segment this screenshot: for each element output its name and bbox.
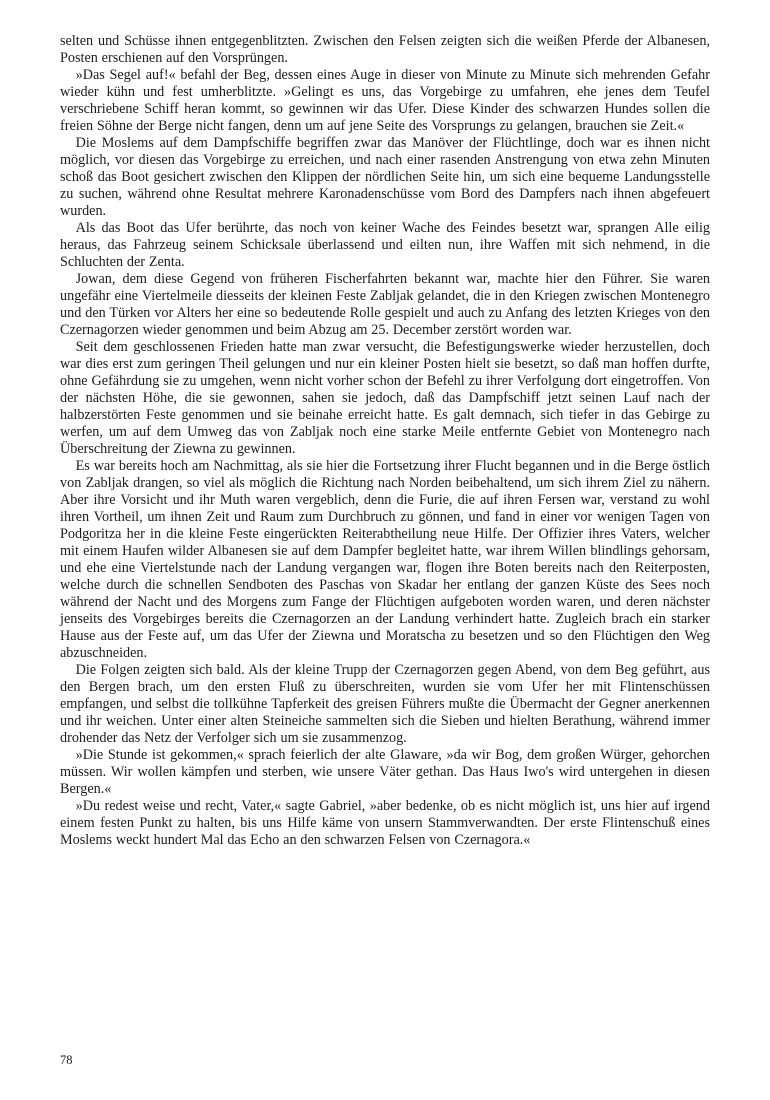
paragraph: »Das Segel auf!« befahl der Beg, dessen eines Auge in dieser von Minute zu Minute sich mehrenden Gefahr wieder kühn und fest umherblitzte. »Gelingt es uns, das Vorgebirge zu umfahren, ehe jenes dem Teufel verschriebene Schiff heran kommt, so gewinnen wir das Ufer. Diese Kinder des schwarzen Hundes sollen die freien Söhne der Berge nicht fangen, denn um auf jene Seite des Vorsprungs zu gelangen, brauchen sie Zeit.« bbox=[60, 67, 710, 134]
paragraph: selten und Schüsse ihnen entgegenblitzten. Zwischen den Felsen zeigten sich die weißen Pferde der Albanesen, Posten erschienen auf den Vorsprüngen. bbox=[60, 33, 710, 66]
paragraph: Jowan, dem diese Gegend von früheren Fischerfahrten bekannt war, machte hier den Führer. Sie waren ungefähr eine Viertelmeile diesseits der kleinen Feste Zabljak gelandet, die in den Kriegen zwischen Montenegro und den Türken vor Alters her eine so bedeutende Rolle gespielt und auch zu Anfang des letzten Krieges von den Czernagorzen wieder genommen und beim Abzug am 25. December zerstört worden war. bbox=[60, 271, 710, 338]
paragraph: »Du redest weise und recht, Vater,« sagte Gabriel, »aber bedenke, ob es nicht möglich ist, uns hier auf irgend einem festen Punkt zu halten, bis uns Hilfe käme von unsern Stammverwandten. Der erste Flintenschuß eines Moslems weckt hundert Mal das Echo an den schwarzen Felsen von Czernagora.« bbox=[60, 798, 710, 848]
paragraph: Es war bereits hoch am Nachmittag, als sie hier die Fortsetzung ihrer Flucht begannen und in die Berge östlich von Zabljak drangen, so viel als möglich die Richtung nach Norden beibehaltend, um sich ihrem Ziel zu nähern. Aber ihre Vorsicht und ihr Muth waren vergeblich, denn die Furie, die auf ihren Fersen war, verstand zu wohl ihren Vortheil, um ihnen Zeit und Raum zum Durchbruch zu gönnen, und fand in einer vor wenigen Tagen von Podgoritza her in die kleine Feste eingerückten Reiterabtheilung neue Hilfe. Der Offizier ihres Vaters, welcher mit einem Haufen wilder Albanesen sie auf dem Dampfer begleitet hatte, war ihrem Willen blindlings gehorsam, und ehe eine Viertelstunde nach der Landung vergangen war, flogen ihre Boten bereits nach den Reiterposten, welche durch die schnellen Sendboten des Paschas von Skadar her entlang der ganzen Küste des Sees noch während der Nacht und des Morgens zum Fange der Flüchtigen aufgeboten worden waren, und deren nächster jenseits des Vorgebirges bereits die Czernagorzen an der Landung verhindert hatte. Zugleich brach ein starker Hause aus der Feste auf, um das Ufer der Ziewna und Moratscha zu besetzen und so den Flüchtigen den Weg abzuschneiden. bbox=[60, 458, 710, 661]
page-number: 78 bbox=[60, 1053, 73, 1067]
paragraph: »Die Stunde ist gekommen,« sprach feierlich der alte Glaware, »da wir Bog, dem großen Würger, gehorchen müssen. Wir wollen kämpfen und sterben, wie unsere Väter gethan. Das Haus Iwo's wird untergehen in diesen Bergen.« bbox=[60, 747, 710, 797]
paragraph: Die Folgen zeigten sich bald. Als der kleine Trupp der Czernagorzen gegen Abend, von dem Beg geführt, aus den Bergen brach, um den ersten Fluß zu überschreiten, wurden sie vom Ufer her mit Flintenschüssen empfangen, und selbst die tollkühne Tapferkeit des greisen Führers mußte die Übermacht der Gegner anerkennen und ihr weichen. Unter einer alten Steineiche sammelten sich die Sieben und hielten Berathung, während immer drohender das Netz der Verfolger sich um sie zusammenzog. bbox=[60, 662, 710, 746]
paragraph: Seit dem geschlossenen Frieden hatte man zwar versucht, die Befestigungswerke wieder herzustellen, doch war dies erst zum geringen Theil gelungen und nur ein kleiner Posten hielt sie besetzt, so daß man hoffen durfte, ohne Gefährdung sie zu umgehen, wenn nicht vorher schon der Befehl zu ihrer Verfolgung dort eingetroffen. Von der nächsten Höhe, die sie gewonnen, sahen sie jedoch, daß das Dampfschiff jetzt seinen Lauf nach der halbzerstörten Feste genommen und sie beinahe erreicht hatte. Es galt demnach, sich tiefer in das Gebirge zu werfen, um auf dem Umweg das von Zabljak noch eine starke Meile entfernte Gebiet von Montenegro nach Überschreitung der Ziewna zu gewinnen. bbox=[60, 339, 710, 457]
paragraph: Die Moslems auf dem Dampfschiffe begriffen zwar das Manöver der Flüchtlinge, doch war es ihnen nicht möglich, vor diesen das Vorgebirge zu erreichen, und nach einer rasenden Anstrengung von etwa zehn Minuten schoß das Boot gesichert zwischen den Klippen der nördlichen Seite hin, um sich eine bequeme Landungsstelle zu suchen, während ohne Resultat mehrere Karonadenschüsse vom Bord des Dampfers nach ihnen abgefeuert wurden. bbox=[60, 135, 710, 219]
page-text bbox=[60, 33, 710, 849]
paragraph: Als das Boot das Ufer berührte, das noch von keiner Wache des Feindes besetzt war, sprangen Alle eilig heraus, das Fahrzeug seinem Schicksale überlassend und eilten nun, ihre Waffen mit sich nehmend, in die Schluchten der Zenta. bbox=[60, 220, 710, 270]
